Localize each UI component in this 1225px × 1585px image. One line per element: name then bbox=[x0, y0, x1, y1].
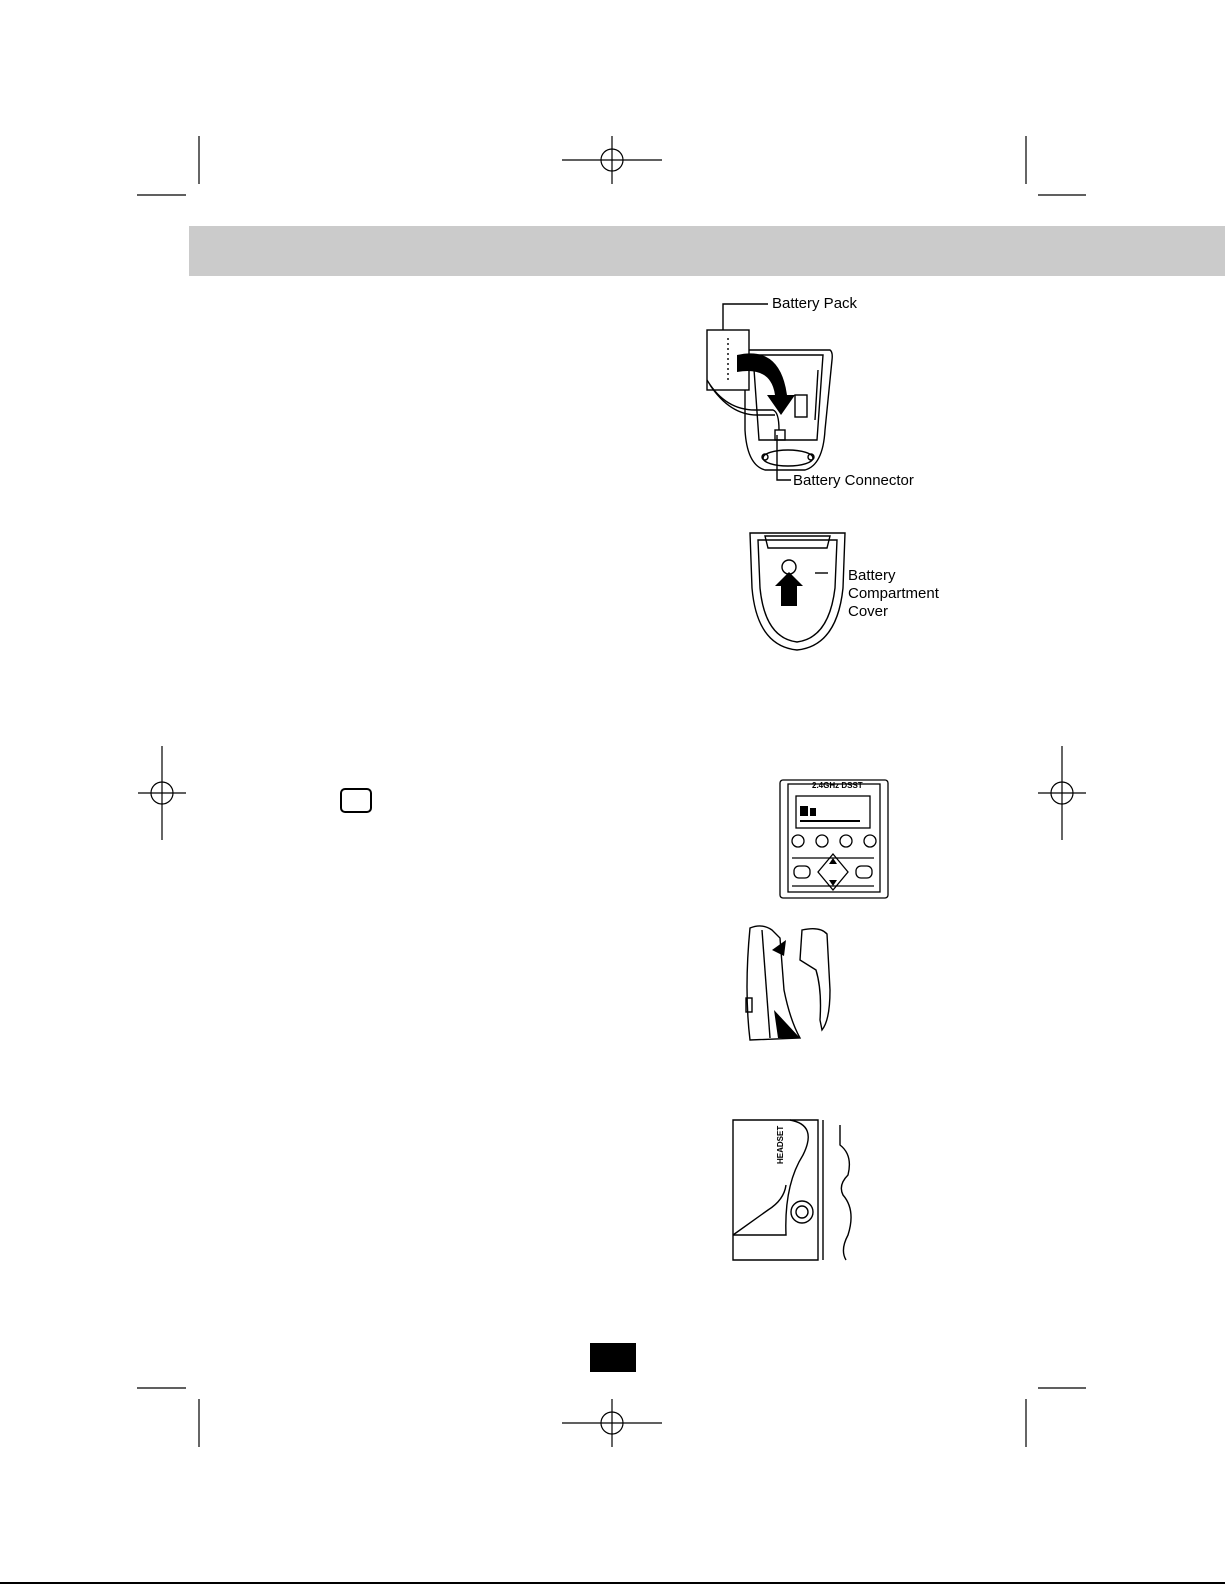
cover-label-line1: Battery bbox=[848, 567, 896, 584]
key-icon bbox=[340, 788, 372, 813]
cover-label-line3: Cover bbox=[848, 603, 889, 620]
battery-install-illustration bbox=[695, 300, 935, 500]
handset-front-illustration bbox=[778, 778, 893, 903]
headset-jack-illustration bbox=[728, 1115, 878, 1265]
handset-brand-text: 2.4GHz DSST bbox=[812, 781, 863, 790]
cover-label-line2: Compartment bbox=[848, 585, 939, 602]
battery-cover-illustration bbox=[745, 528, 855, 658]
bottom-rule bbox=[0, 1582, 1225, 1584]
battery-connector-label: Battery Connector bbox=[793, 472, 914, 489]
page-number-box bbox=[590, 1343, 636, 1372]
section-header-bar bbox=[189, 226, 1225, 276]
belt-clip-illustration bbox=[742, 920, 852, 1050]
battery-pack-label: Battery Pack bbox=[772, 295, 858, 312]
headset-jack-text: HEADSET bbox=[776, 1125, 785, 1164]
